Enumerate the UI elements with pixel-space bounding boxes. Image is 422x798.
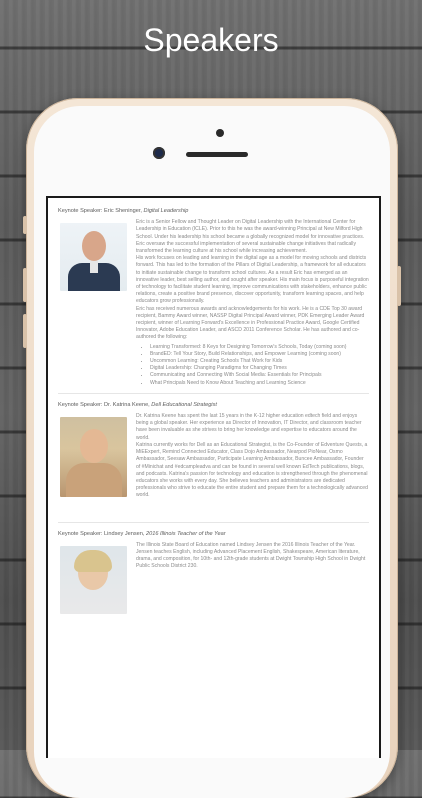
speaker-heading-label: Keynote Speaker: Lindsey Jensen, — [58, 530, 145, 537]
sensor-dot — [216, 129, 224, 137]
speaker-heading — [58, 531, 369, 538]
section-divider — [58, 522, 369, 523]
speaker-role: Digital Leadership — [143, 208, 189, 214]
speaker-role: Dell Educational Strategist — [151, 401, 217, 408]
speaker-photo — [60, 223, 127, 291]
book-item: • Learning Transformed: 8 Keys for Designing Tomorrow's Schools, Today (coming soon) — [150, 344, 369, 351]
speakers-content[interactable] — [48, 198, 379, 571]
speaker-bio — [136, 542, 369, 571]
bio-paragraph: His work focuses on leading and learning in the digital age as a model for moving schools and districts forward. This has led to the formation of the Pillars of Digital Leadership, a framework for all educators to initiate sustainable change to transform school cultures. As a result Eric has emerged as an innovative leader, best selling author, and sought after speaker. His main focus is purposeful integration of technology to facilitate student learning, improve communications with stakeholders, enhance public relations, create a positive brand presence, discover opportunity, transform learning spaces, and help educators grow professionally. — [136, 255, 369, 305]
speaker-heading-label: Keynote Speaker: Eric Sheninger, — [58, 208, 142, 214]
speaker-heading-label: Keynote Speaker: Dr. Katrina Keene, — [58, 401, 150, 408]
speaker-bio — [136, 219, 369, 387]
book-item: • Uncommon Learning: Creating Schools That Work for Kids — [150, 358, 369, 365]
bio-paragraph: Dr. Katrina Keene has spent the last 15 years in the K-12 higher education edtech field and enjoys being a global speaker. Her experience as Director of Innovation, IT Director, and classroom teacher have been invaluable as she strives to bring her knowledge and expertise to educators around the world. — [136, 413, 362, 441]
volume-down-button — [23, 314, 27, 348]
speaker-heading — [58, 208, 369, 215]
bio-paragraph: Katrina currently works for Dell as an Educational Strategist, is the Co-Founder of Edventure Quests, a MiEExpert, Remind Connected Educator, Class Dojo Ambassador, Nearpod PioNear, Osmo Ambassador, Seesaw Ambassador, Participate Learning Ambassador, Buncee Ambassador, Founder of #Minichat and #edcampleadva and can be found in several well known EdTech publications, blogs, and podcasts. Katrina's passion for technology and education is strengthened through the phenomenal educators she works with every day. She believes teachers and administrators are dedicated professionals who strive to educate the entire student and prepare them for a technologically advanced world. — [136, 441, 368, 499]
book-list — [136, 344, 369, 387]
book-item: • Communicating and Connecting With Social Media: Essentials for Principals — [150, 372, 369, 379]
bio-paragraph: Eric is a Senior Fellow and Thought Leader on Digital Leadership with the International Center for Leadership in Education (ICLE). Prior to this he was the award-winning Principal at New Milford High School. Under his leadership his school became a globally recognized model for innovative practices. Eric oversaw the successful implementation of several sustainable change initiatives that radically transformed the learning culture at his school while increasing achievement. — [136, 219, 365, 255]
page-title: Speakers — [143, 22, 279, 58]
book-item: • What Principals Need to Know About Teaching and Learning Science — [150, 380, 369, 387]
speaker-section — [58, 413, 369, 499]
speaker-section — [58, 542, 369, 571]
speaker-heading — [58, 402, 369, 409]
front-camera-icon — [153, 147, 165, 159]
book-item: • BrandED: Tell Your Story, Build Relationships, and Empower Learning (coming soon) — [150, 351, 369, 358]
app-screen[interactable] — [46, 196, 381, 758]
speaker-bio — [136, 413, 369, 499]
bio-paragraph: Eric has received numerous awards and acknowledgements for his work. He is a CDE Top 30 award recipient, Bammy Award winner, NASSP Digital Principal Award winner, PDK Emerging Leader Award recipient, winner of Learning Forward's Excellence in Professional Practice Award, Google Certified Innovator, Adobe Education Leader, and ASCD 2011 Conference Scholar. He has authored and co-authored the following: — [136, 305, 365, 341]
section-divider — [58, 393, 369, 394]
earpiece-speaker — [186, 152, 248, 157]
speaker-photo — [60, 546, 127, 614]
speaker-photo — [60, 417, 127, 497]
volume-up-button — [23, 268, 27, 302]
speaker-section — [58, 219, 369, 387]
power-button — [397, 266, 401, 306]
book-item: • Digital Leadership: Changing Paradigms for Changing Times — [150, 365, 369, 372]
speaker-role: 2016 Illinois Teacher of the Year — [146, 530, 226, 537]
mute-switch — [23, 216, 27, 234]
bio-paragraph: The Illinois State Board of Education named Lindsey Jensen the 2016 Illinois Teacher of the Year. Jensen teaches English, including Advanced Placement English, Shakespeare, American literature, drama, and composition, for 10th- and 12th-grade students at Dwight Township High School in Dwight Public Schools District 230. — [136, 541, 366, 570]
